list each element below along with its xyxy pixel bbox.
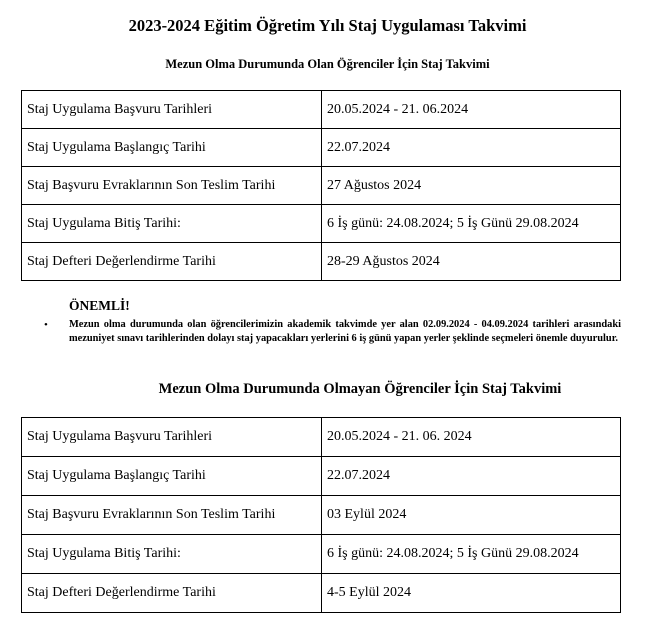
row-label: Staj Uygulama Başlangıç Tarihi [22, 457, 322, 496]
row-label: Staj Uygulama Başlangıç Tarihi [22, 129, 322, 167]
row-label: Staj Uygulama Bitiş Tarihi: [22, 205, 322, 243]
table-row [22, 243, 621, 281]
notice-heading: ÖNEMLİ! [69, 298, 130, 313]
table-row [22, 574, 621, 613]
row-value: 6 İş günü: 24.08.2024; 5 İş Günü 29.08.2024 [322, 535, 621, 574]
row-value: 4-5 Eylül 2024 [322, 574, 621, 613]
row-value: 6 İş günü: 24.08.2024; 5 İş Günü 29.08.2024 [322, 205, 621, 243]
graduating-schedule-table [21, 90, 621, 281]
row-label: Staj Başvuru Evraklarının Son Teslim Tarihi [22, 496, 322, 535]
table-row [22, 496, 621, 535]
row-value: 28-29 Ağustos 2024 [322, 243, 621, 281]
table-row [22, 535, 621, 574]
graduating-section-title: Mezun Olma Durumunda Olan Öğrenciler İçin Staj Takvimi [165, 57, 490, 71]
non-graduating-section-title: Mezun Olma Durumunda Olmayan Öğrenciler İçin Staj Takvimi [158, 381, 562, 397]
row-label: Staj Başvuru Evraklarının Son Teslim Tarihi [22, 167, 322, 205]
bullet-icon: • [44, 319, 48, 331]
row-label: Staj Uygulama Bitiş Tarihi: [22, 535, 322, 574]
table-row [22, 129, 621, 167]
page-title: 2023-2024 Eğitim Öğretim Yılı Staj Uygulaması Takvimi [128, 16, 527, 35]
row-value: 20.05.2024 - 21. 06.2024 [322, 91, 621, 129]
row-value: 03 Eylül 2024 [322, 496, 621, 535]
row-label: Staj Defteri Değerlendirme Tarihi [22, 243, 322, 281]
table-row [22, 418, 621, 457]
non-graduating-schedule-table [21, 417, 621, 613]
row-value: 27 Ağustos 2024 [322, 167, 621, 205]
row-label: Staj Uygulama Başvuru Tarihleri [22, 91, 322, 129]
notice-text: Mezun olma durumunda olan öğrencilerimizin akademik takvimde yer alan 02.09.2024 - 04.09.2024 tarihleri arasındaki mezuniyet sınavı tarihlerinden dolayı staj yapacakları yerlerini 6 iş günü yapan yerler şeklinde seçmeleri önemle duyurulur. [69, 319, 621, 344]
table-row [22, 205, 621, 243]
row-value: 20.05.2024 - 21. 06. 2024 [322, 418, 621, 457]
table-row [22, 91, 621, 129]
row-label: Staj Defteri Değerlendirme Tarihi [22, 574, 322, 613]
row-value: 22.07.2024 [322, 129, 621, 167]
table-row [22, 457, 621, 496]
table-row [22, 167, 621, 205]
row-label: Staj Uygulama Başvuru Tarihleri [22, 418, 322, 457]
row-value: 22.07.2024 [322, 457, 621, 496]
